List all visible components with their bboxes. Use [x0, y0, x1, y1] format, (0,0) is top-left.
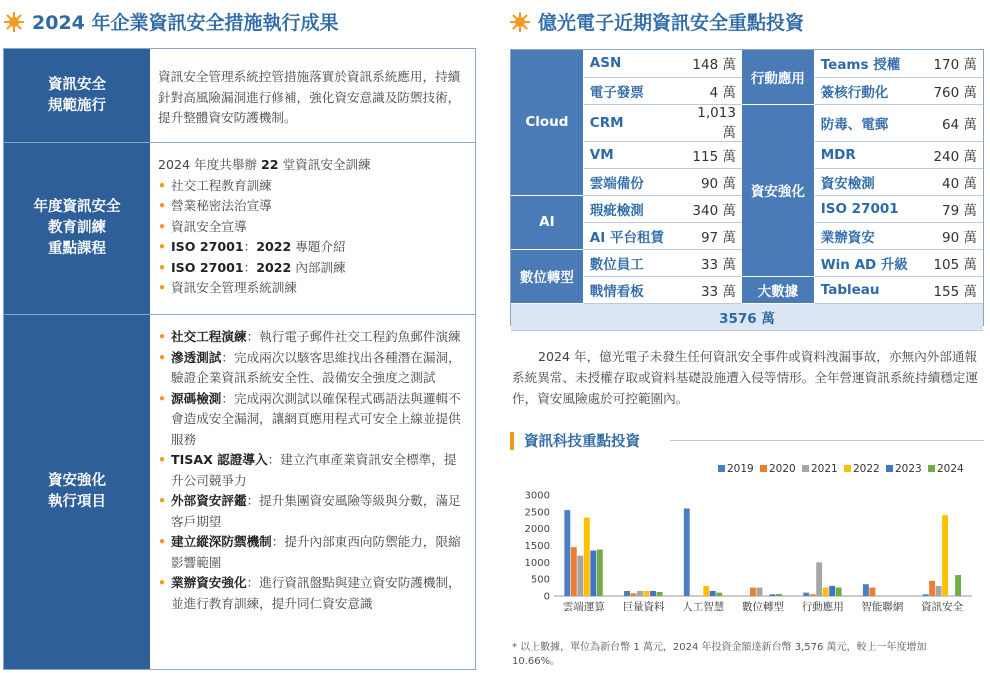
- item-amount: 1,013 萬: [674, 104, 742, 141]
- list-item: • 滲透測試：完成兩次以駭客思維找出各種潛在漏洞，驗證企業資訊系統安全性、設備安全強度之測試: [158, 348, 467, 389]
- item-name: ISO 27001: [814, 195, 914, 222]
- item-name: 戰情看板: [583, 276, 673, 303]
- table-row: [511, 50, 983, 77]
- item-amount: 33 萬: [674, 249, 742, 276]
- bar: [829, 586, 835, 596]
- training-intro: 2024 年度共舉辦 22 堂資訊安全訓練: [158, 157, 371, 172]
- list-item: • 業辦資安強化：進行資訊盤點與建立資安防護機制，並進行教育訓練，提升同仁資安意識: [158, 573, 467, 614]
- bar: [637, 591, 643, 596]
- footnote: * 以上數據，單位為新台幣 1 萬元，2024 年投資金額達新台幣 3,576 萬元，較上一年度增加 10.66%。: [512, 642, 927, 667]
- legend-label: 2023: [895, 463, 922, 475]
- y-tick-label: 500: [530, 574, 550, 586]
- list-item: • ISO 27001：2022 內部訓練: [158, 258, 467, 279]
- bar: [757, 588, 763, 596]
- bar: [571, 547, 577, 596]
- bar: [716, 593, 722, 596]
- row-body: [150, 143, 475, 314]
- bar: [836, 588, 842, 596]
- bar: [590, 551, 596, 596]
- item-amount: 115 萬: [674, 141, 742, 168]
- legend-label: 2022: [853, 463, 880, 475]
- item-amount: 90 萬: [674, 168, 742, 195]
- legend-swatch: [802, 465, 809, 472]
- table-row: [4, 143, 475, 315]
- item-amount: 97 萬: [674, 222, 742, 249]
- item-name: 電子發票: [583, 77, 673, 104]
- right-title-text: 億光電子近期資訊安全重點投資: [538, 12, 805, 34]
- bar: [955, 575, 961, 596]
- item-amount: 340 萬: [674, 195, 742, 222]
- item-amount: 240 萬: [915, 141, 983, 168]
- legend-label: 2019: [727, 463, 754, 475]
- bar: [657, 592, 663, 596]
- bar: [624, 591, 630, 596]
- bar: [863, 584, 869, 596]
- row-head: 資訊安全 規範施行: [4, 49, 150, 142]
- item-amount: 155 萬: [915, 276, 983, 303]
- bar: [703, 586, 709, 596]
- sun-icon: [4, 12, 24, 32]
- list-item: • 建立縱深防禦機制：提升內部東西向防禦能力，限縮影響範圍: [158, 532, 467, 573]
- item-name: Teams 授權: [814, 50, 914, 77]
- list-item: • 社交工程演練：執行電子郵件社交工程釣魚郵件演練: [158, 327, 467, 348]
- legend-swatch: [886, 465, 893, 472]
- sun-icon: [510, 12, 530, 32]
- legend-swatch: [844, 465, 851, 472]
- divider: [670, 440, 984, 441]
- investment-bar-chart: [510, 455, 984, 625]
- legend-label: 2024: [937, 463, 964, 475]
- item-name: 雲端備份: [583, 168, 673, 195]
- item-amount: 148 萬: [674, 50, 742, 77]
- y-tick-label: 1500: [524, 541, 550, 552]
- item-amount: 90 萬: [915, 222, 983, 249]
- right-section-title: [510, 8, 804, 35]
- bar: [597, 550, 603, 596]
- y-tick-label: 2500: [524, 507, 550, 519]
- item-name: VM: [583, 141, 673, 168]
- chart-title-text: 資訊科技重點投資: [524, 434, 640, 450]
- bar: [650, 591, 656, 596]
- investment-table: [510, 49, 984, 326]
- list-item: • 營業秘密法治宣導: [158, 196, 467, 217]
- item-amount: 760 萬: [915, 77, 983, 104]
- item-amount: 64 萬: [915, 104, 983, 141]
- security-measures-table: [3, 48, 476, 670]
- bar: [710, 591, 716, 596]
- x-tick-label: 雲端運算: [562, 601, 605, 613]
- item-amount: 170 萬: [915, 50, 983, 77]
- item-name: Tableau: [814, 276, 914, 303]
- item-name: 簽核行動化: [814, 77, 914, 104]
- item-name: ASN: [583, 50, 673, 77]
- y-tick-label: 3000: [524, 490, 550, 502]
- item-amount: 105 萬: [915, 249, 983, 276]
- item-name: CRM: [583, 104, 673, 141]
- accent-bar: [510, 432, 514, 450]
- row-body: 資訊安全管理系統控管措施落實於資訊系統應用，持續針對高風險漏洞進行修補，強化資安意識及防禦技術，提升整體資安防護機制。: [158, 69, 461, 125]
- bar: [684, 508, 690, 596]
- category-cloud: Cloud: [511, 50, 583, 195]
- bar: [577, 556, 583, 596]
- legend-swatch: [928, 465, 935, 472]
- bar: [936, 586, 942, 596]
- x-tick-label: 數位轉型: [742, 601, 784, 613]
- bar: [823, 588, 829, 596]
- category-mobile: 行動應用: [742, 50, 814, 104]
- bar: [770, 594, 776, 596]
- summary-paragraph: 2024 年，億光電子未發生任何資訊安全事件或資料洩漏事故，亦無內外部通報系統異常、未授權存取或資料基礎設施遭入侵等情形。全年營運資訊系統持續穩定運作，資安風險處於可控範圍內。: [512, 349, 978, 406]
- y-tick-label: 1000: [524, 557, 550, 569]
- bar: [803, 593, 809, 596]
- list-item: • 社交工程教育訓練: [158, 176, 467, 197]
- category-security: 資安強化: [742, 104, 814, 276]
- item-name: 瑕疵檢測: [583, 195, 673, 222]
- chart-title: [510, 430, 640, 451]
- legend-label: 2021: [811, 463, 838, 475]
- total-amount: 3576 萬: [511, 303, 983, 330]
- legend-swatch: [718, 465, 725, 472]
- y-tick-label: 0: [543, 591, 550, 603]
- bar: [644, 591, 650, 596]
- bar: [923, 594, 929, 596]
- bar: [869, 588, 875, 596]
- row-head: 年度資訊安全 教育訓練 重點課程: [4, 143, 150, 314]
- row-head: 資安強化 執行項目: [4, 315, 150, 669]
- item-name: MDR: [814, 141, 914, 168]
- bar: [942, 515, 948, 596]
- list-item: • TISAX 認證導入：建立汽車產業資訊安全標準，提升公司競爭力: [158, 450, 467, 491]
- bar: [929, 581, 935, 596]
- category-ai: AI: [511, 195, 583, 249]
- row-body: [150, 315, 475, 669]
- item-name: 業辦資安: [814, 222, 914, 249]
- table-row: [4, 49, 475, 143]
- bar: [776, 594, 782, 596]
- list-item: • ISO 27001：2022 專題介紹: [158, 237, 467, 258]
- item-amount: 33 萬: [674, 276, 742, 303]
- table-row: [4, 315, 475, 669]
- bar: [810, 594, 816, 596]
- item-amount: 4 萬: [674, 77, 742, 104]
- category-bigdata: 大數據: [742, 276, 814, 303]
- table-row: [511, 303, 983, 330]
- bar: [584, 518, 590, 596]
- legend-label: 2020: [769, 463, 796, 475]
- bar: [564, 510, 570, 596]
- left-section-title: [4, 8, 339, 35]
- list-item: • 外部資安評鑑：提升集團資安風險等級與分數，滿足客戶期望: [158, 491, 467, 532]
- bar: [816, 562, 822, 596]
- bar: [631, 593, 637, 596]
- item-name: 資安檢測: [814, 168, 914, 195]
- list-item: • 源碼檢測：完成兩次測試以確保程式碼語法與邏輯不會造成安全漏洞，讓網頁應用程式可安全上線並提供服務: [158, 389, 467, 451]
- category-digital: 數位轉型: [511, 249, 583, 303]
- item-name: Win AD 升級: [814, 249, 914, 276]
- x-tick-label: 資訊安全: [921, 601, 964, 613]
- x-tick-label: 行動應用: [801, 601, 844, 613]
- item-name: 數位員工: [583, 249, 673, 276]
- item-name: 防毒、電郵: [814, 104, 914, 141]
- x-tick-label: 巨量資料: [622, 601, 665, 613]
- left-title-text: 2024 年企業資訊安全措施執行成果: [32, 12, 339, 34]
- legend-swatch: [760, 465, 767, 472]
- x-tick-label: 人工智慧: [682, 601, 725, 613]
- list-item: • 資訊安全宣導: [158, 217, 467, 238]
- x-tick-label: 智能聯網: [861, 601, 904, 613]
- item-amount: 79 萬: [915, 195, 983, 222]
- item-amount: 40 萬: [915, 168, 983, 195]
- bar: [750, 588, 756, 596]
- y-tick-label: 2000: [524, 524, 550, 536]
- list-item: • 資訊安全管理系統訓練: [158, 278, 467, 299]
- item-name: AI 平台租賃: [583, 222, 673, 249]
